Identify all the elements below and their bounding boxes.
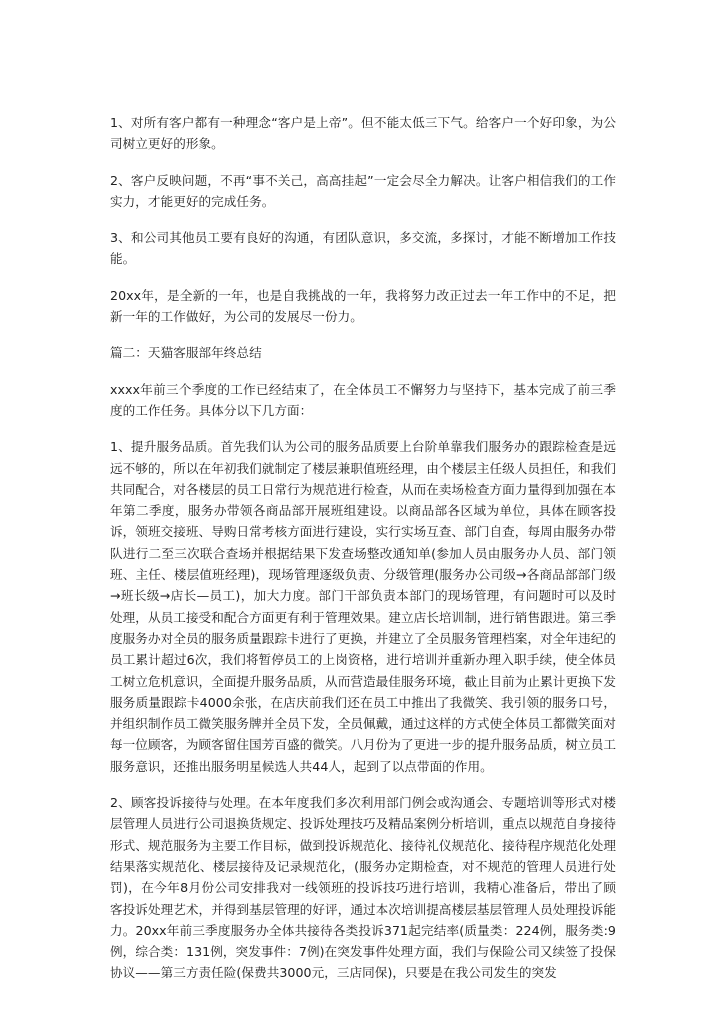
section-heading: 篇二：天猫客服部年终总结 <box>110 345 262 361</box>
paragraph-complaint-handling: 2、顾客投诉接待与处理。在本年度我们多次利用部门例会或沟通会、专题培训等形式对楼层管理人员进行公司退换货规定、投诉处理技巧及精品案例分析培训，重点以规范自身接待形式、规范服务为主要工作目标，做到投诉规范化、接待礼仪规范化、接待程序规范化处理结果落实规范化、楼层接待及记录规范化，(服务办定期检查，对不规范的管理人员进行处罚)，在今年8月份公司安排我对一线领班的投诉技巧进行培训，我精心准备后，带出了顾客投诉处理艺术，并得到基层管理的好评，通过本次培训提高楼层基层管理人员处理投诉能力。20xx年前三季度服务办全体共接待各类投诉371起完结率(质量类：224例，服务类:9例，综合类：131例，突发事件：7例)在突发事件处理方面，我们与保险公司又续签了投保协议——第三方责任险(保费共3000元，三店同保)，只要是在我公司发生的突发 <box>110 795 616 981</box>
paragraph-team-communication: 3、和公司其他员工要有良好的沟通，有团队意识，多交流，多探讨，才能不断增加工作技能。 <box>110 230 616 267</box>
paragraph-intro: xxxx年前三个季度的工作已经结束了，在全体员工不懈努力与坚持下，基本完成了前三季度的工作任务。具体分以下几方面： <box>110 381 616 418</box>
paragraph-new-year-goal: 20xx年，是全新的一年，也是自我挑战的一年，我将努力改正过去一年工作中的不足，把新一年的工作做好，为公司的发展尽一份力。 <box>110 287 616 325</box>
paragraph-service-quality: 1、提升服务品质。首先我们认为公司的服务品质要上台阶单靠我们服务办的跟踪检查是远远不够的，所以在年初我们就制定了楼层兼职值班经理，由个楼层主任级人员担任，和我们共同配合，对各楼层的员工日常行为规范进行检查，从而在卖场检查方面力量得到加强在本年第二季度，服务办带领各商品部开展班组建设。以商品部各区域为单位，具体在顾客投诉，领班交接班、导购日常考核方面进行建设，实行实场互查、部门自查，每周由服务办带队进行二至三次联合查场并根据结果下发查场整改通知单(参加人员由服务办人员、部门领班、主任、楼层值班经理)，现场管理逐级负责、分级管理(服务办公司级→各商品部部门级→班长级→店长—员工)，加大力度。部门干部负责本部门的现场管理，有问题时可以及时处理，从员工接受和配合方面更有利于管理效果。建立店长培训制，进行销售跟进。第三季度服务办对全员的服务质量跟踪卡进行了更换，并建立了全员服务管理档案，对全年违纪的员工累计超过6次，我们将暂停员工的上岗资格，进行培训并重新办理入职手续，使全体员工树立危机意识，全面提升服务品质，从而营造最佳服务环境，截止目前为止累计更换下发服务质量跟踪卡4000余张，在店庆前我们还在员工中推出了我微笑、我引领的服务口号，并组织制作员工微笑服务牌并全员下发，全员佩戴，通过这样的方式使全体员工都微笑面对每一位顾客，为顾客留住国芳百盛的微笑。八月份为了更进一步的提升服务品质，树立员工服务意识，还推出服务明星候选人共44人，起到了以点带面的作用。 <box>110 439 616 774</box>
paragraph-customer-attitude: 1、对所有客户都有一种理念“客户是上帝”。但不能太低三下气。给客户一个好印象，为公司树立更好的形象。 <box>110 115 616 152</box>
document-page <box>110 112 616 999</box>
paragraph-customer-issues: 2、客户反映问题，不再“事不关己，高高挂起”一定会尽全力解决。让客户相信我们的工作实力，才能更好的完成任务。 <box>110 172 616 209</box>
